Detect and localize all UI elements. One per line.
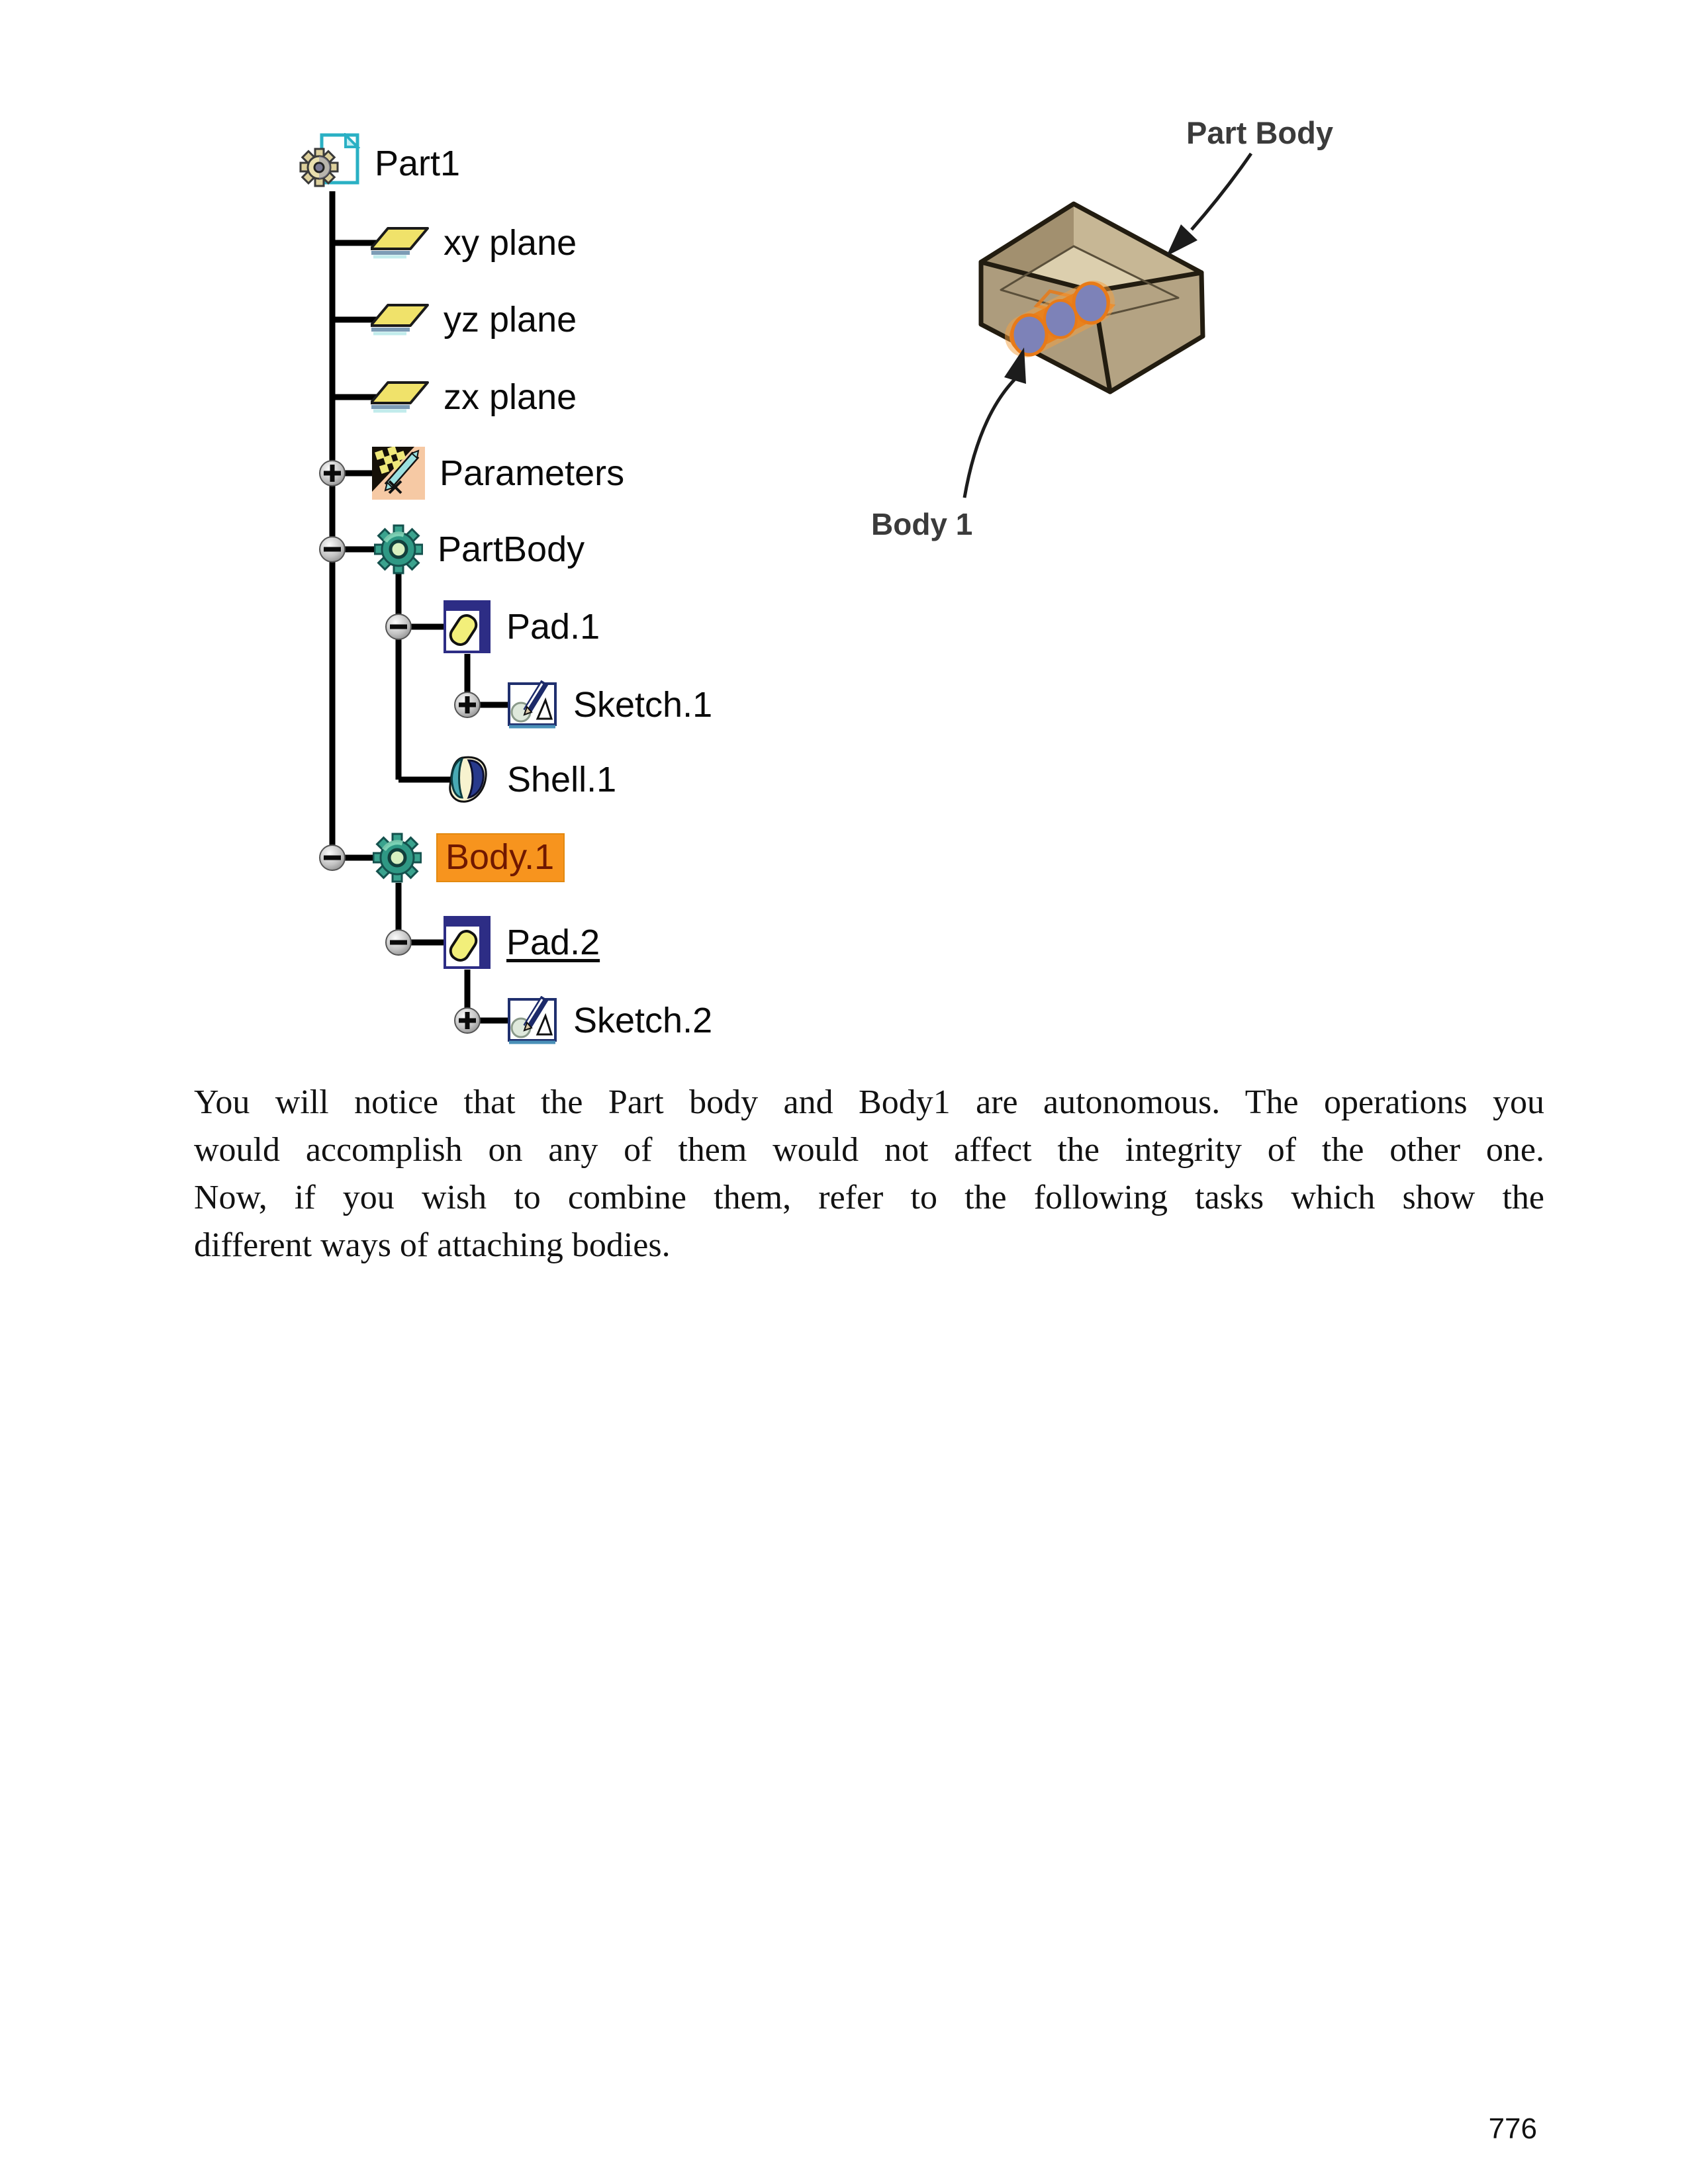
part-body-label: Part Body [1186, 115, 1333, 150]
tree-item-label: Shell.1 [507, 760, 617, 799]
tree-item-label-highlighted: Body.1 [436, 833, 565, 882]
expander-minus-body1[interactable] [320, 845, 345, 870]
tree-item-label: Parameters [440, 453, 625, 493]
pad-icon [442, 599, 492, 655]
plane-icon [371, 381, 429, 414]
tree-item-label: Sketch.2 [573, 1001, 713, 1040]
plane-icon [371, 303, 429, 336]
tree-item-sketch2[interactable] [507, 991, 712, 1050]
shell-icon [442, 754, 492, 805]
tree-item-label: zx plane [444, 377, 577, 417]
pad-icon [442, 915, 492, 970]
body1-label: Body 1 [871, 507, 973, 541]
tree-item-yz-plane[interactable] [371, 290, 577, 349]
part-body-callout [1166, 115, 1333, 256]
sketch-icon [507, 996, 559, 1045]
illustration [827, 93, 1423, 569]
expander-plus-sketch1[interactable] [455, 692, 480, 717]
tree-item-sketch1[interactable] [507, 675, 712, 735]
body-paragraph-line: would accomplish on any of them would not affect the integrity of the other one. [194, 1131, 1544, 1169]
part-body-arrow [1192, 154, 1251, 230]
parameters-icon [372, 447, 425, 500]
gear-body-icon [373, 831, 422, 884]
body-paragraph-line: You will notice that the Part body and Body1 are autonomous. The operations you [194, 1083, 1544, 1121]
expander-minus-partbody[interactable] [320, 537, 345, 562]
body1-callout [871, 347, 1026, 541]
tree-item-label: PartBody [438, 529, 585, 569]
tree-item-body1[interactable] [373, 828, 565, 887]
tree-item-part1[interactable] [299, 134, 460, 193]
tree-item-parameters[interactable] [372, 443, 624, 503]
tree-item-pad2[interactable] [442, 913, 600, 972]
tree-item-xy-plane[interactable] [371, 213, 577, 273]
body-paragraph [194, 1079, 1544, 1269]
expander-minus-pad1[interactable] [386, 614, 411, 639]
tree-item-label: xy plane [444, 223, 577, 263]
tree-item-zx-plane[interactable] [371, 367, 577, 427]
plane-icon [371, 226, 429, 259]
tree-item-partbody[interactable] [374, 520, 585, 579]
body-paragraph-line: different ways of attaching bodies. [194, 1226, 671, 1264]
tree-item-label: yz plane [444, 300, 577, 340]
page-number: 776 [1488, 2113, 1537, 2145]
expander-plus-sketch2[interactable] [455, 1008, 480, 1033]
body-paragraph-line: Now, if you wish to combine them, refer to the following tasks which show the [194, 1179, 1544, 1216]
expander-plus-parameters[interactable] [320, 461, 345, 486]
tree-item-shell1[interactable] [442, 750, 616, 809]
tree-item-label: Pad.1 [506, 607, 600, 647]
body1-arrow [964, 379, 1015, 498]
tree-item-label: Pad.2 [506, 923, 600, 962]
part-document-icon [299, 133, 360, 194]
tree-item-pad1[interactable] [442, 597, 600, 657]
tree-item-label: Sketch.1 [573, 685, 713, 725]
sketch-icon [507, 680, 559, 729]
expander-minus-pad2[interactable] [386, 930, 411, 955]
gear-body-icon [374, 523, 423, 576]
tree-item-label: Part1 [375, 144, 461, 183]
